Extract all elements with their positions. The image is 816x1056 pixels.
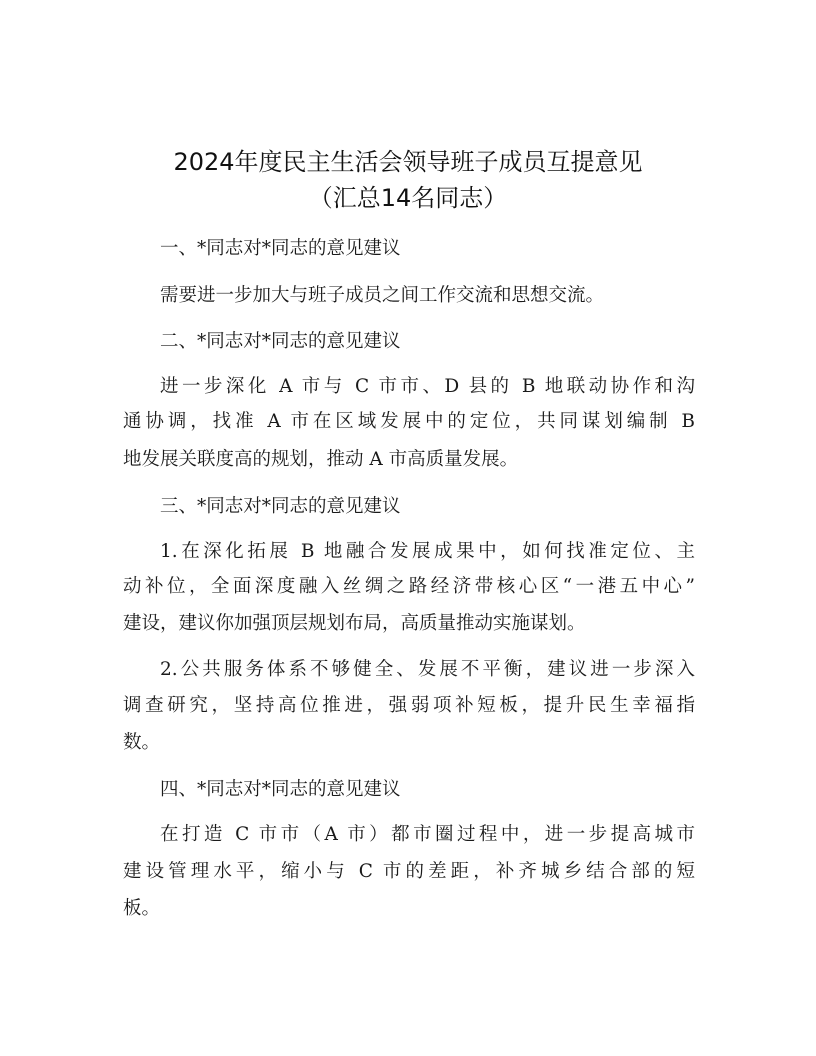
paragraph-line: 需要进一步加大与班子成员之间工作交流和思想交流。 (160, 285, 605, 306)
section-heading: 一、*同志对*同志的意见建议 (160, 238, 401, 259)
paragraph-line: 通协调，找准 A 市在区域发展中的定位，共同谋划编制 B (123, 411, 695, 432)
document-subtitle: （汇总14名同志） (308, 184, 508, 212)
paragraph-line: 地发展关联度高的规划，推动 A 市高质量发展。 (123, 449, 519, 470)
paragraph-line: 动补位，全面深度融入丝绸之路经济带核心区“一港五中心” (123, 576, 695, 597)
section-heading: 三、*同志对*同志的意见建议 (160, 496, 401, 517)
paragraph-line: 建设，建议你加强顶层规划布局，高质量推动实施谋划。 (123, 613, 586, 634)
paragraph-line: 建设管理水平，缩小与 C 市的差距，补齐城乡结合部的短 (123, 861, 695, 882)
section-heading: 四、*同志对*同志的意见建议 (160, 779, 401, 800)
paragraph-line: 1.在深化拓展 B 地融合发展成果中，如何找准定位、主 (160, 541, 695, 562)
paragraph-line: 调查研究，坚持高位推进，强弱项补短板，提升民生幸福指 (123, 695, 695, 716)
document-title: 2024年度民主生活会领导班子成员互提意见 (173, 148, 643, 176)
paragraph-line: 进一步深化 A 市与 C 市市、D 县的 B 地联动协作和沟 (160, 376, 695, 397)
section-heading: 二、*同志对*同志的意见建议 (160, 331, 401, 352)
paragraph-line: 数。 (123, 732, 161, 753)
paragraph-line: 板。 (123, 898, 161, 919)
paragraph-line: 在打造 C 市市（A 市）都市圈过程中，进一步提高城市 (160, 824, 695, 845)
paragraph-line: 2.公共服务体系不够健全、发展不平衡，建议进一步深入 (160, 659, 695, 680)
